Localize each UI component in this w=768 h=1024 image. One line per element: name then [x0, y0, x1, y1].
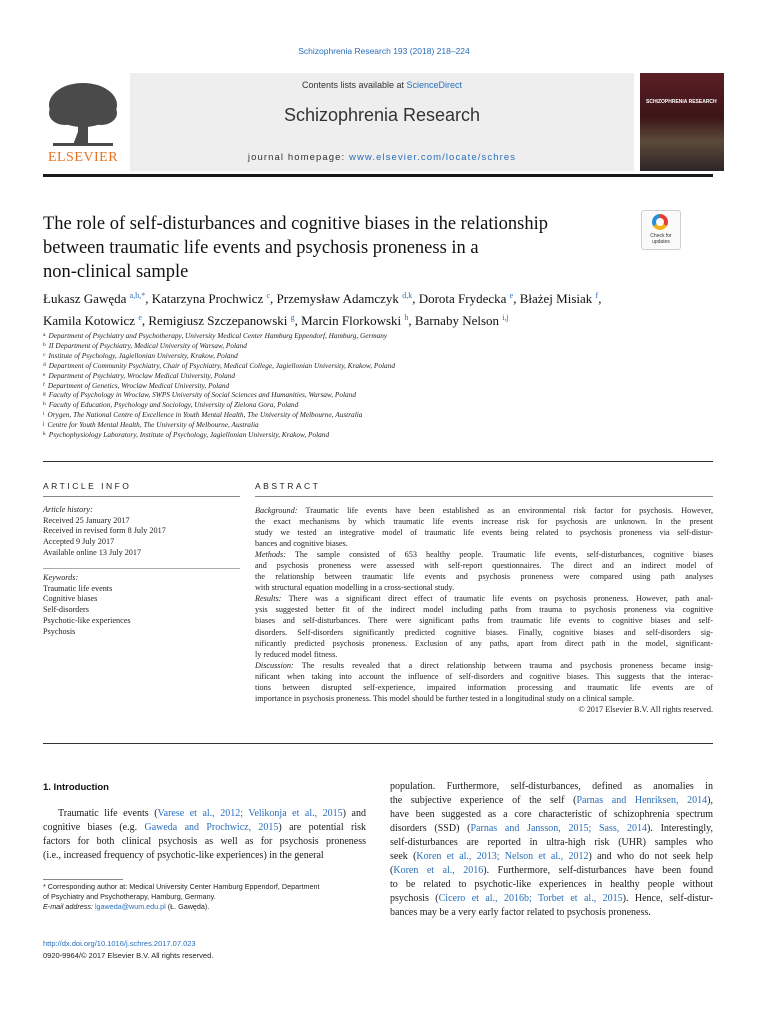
abstract-line	[255, 682, 713, 693]
affiliation-text: Institute of Psychology, Jagiellonian University, Krakow, Poland	[48, 350, 238, 360]
affiliation-key: j	[43, 421, 45, 428]
affiliation-text: Centre for Youth Mental Health, The University of Melbourne, Australia	[47, 420, 259, 430]
abstract-line	[255, 693, 713, 704]
email-suffix: (Ł. Gawęda).	[165, 902, 210, 912]
author[interactable]	[277, 291, 413, 306]
body-text: ) are potential risk	[278, 822, 366, 833]
body-text-line	[390, 906, 713, 920]
affiliation-text: Department of Psychiatry and Psychotherapy, University Medical Center Hamburg Eppendorf, Hamburg, Germany	[48, 331, 388, 340]
affiliation-text: Department of Genetics, Wroclaw Medical University, Poland	[47, 380, 230, 390]
author-affiliation-marker[interactable]: i,j	[502, 313, 509, 322]
homepage-prefix: journal homepage:	[247, 152, 350, 163]
article-info-heading: ARTICLE INFO	[43, 481, 132, 491]
author[interactable]	[43, 313, 142, 328]
author-affiliation-marker[interactable]: d,k	[402, 291, 413, 300]
author-affiliation-marker[interactable]: f	[595, 291, 599, 300]
check-for-updates-button[interactable]	[641, 210, 681, 250]
affiliations	[43, 331, 723, 440]
citation-link[interactable]: Koren et al., 2016	[393, 865, 484, 876]
citation-link[interactable]: Parnas and Henriksen, 2014	[576, 795, 708, 806]
email-label: E-mail address:	[43, 902, 95, 912]
body-text: factors for both clinical psychosis as well as for psychosis proneness	[43, 836, 366, 847]
footnote-line: * Corresponding author at: Medical University Center Hamburg Eppendorf, Department	[43, 882, 320, 891]
author-name[interactable]: Marcin Florkowski	[301, 313, 402, 328]
journal-title: Schizophrenia Research	[283, 105, 481, 125]
footnote-email-line	[43, 902, 366, 912]
author-affiliation-marker[interactable]: e	[138, 313, 142, 322]
body-text: disorders (SSD) (	[390, 823, 471, 834]
abstract-section-label: Discussion:	[255, 660, 294, 670]
affiliation-text: Psychophysiology Laboratory, Institute of Psychology, Jagiellonian University, Krakow, Poland	[48, 430, 330, 440]
history-item: Received 25 January 2017	[43, 515, 130, 525]
body-text-line	[43, 835, 366, 849]
abstract-line	[255, 615, 713, 626]
body-text: ). Hence, self-distur-	[622, 893, 713, 904]
corresponding-author-footnote	[43, 882, 366, 913]
abstract-text: There was a significant direct effect of traumatic life events on psychosis proneness. However, path anal-	[281, 594, 713, 604]
body-text: bances may be a very early factor related to psychosis proneness.	[390, 907, 651, 918]
body-text-line	[390, 836, 713, 850]
abstract-text: ly reduced model fitness.	[255, 649, 338, 659]
affiliation-text: Orygen, The National Centre of Excellence in Youth Mental Health, The University of Melbourne, Australia	[47, 410, 363, 420]
affiliation-key: i	[43, 411, 45, 418]
footnote-line: of Psychiatry and Psychotherapy, Hamburg, Germany.	[43, 892, 216, 902]
affiliation-item	[43, 371, 723, 381]
abstract-text: bances and cognitive biases.	[255, 539, 348, 549]
header-divider	[43, 174, 713, 177]
body-text: ) and who do not seek help	[588, 851, 713, 862]
sciencedirect-link[interactable]: ScienceDirect	[406, 80, 463, 90]
abstract-section-label: Methods:	[255, 550, 286, 560]
affiliation-item	[43, 430, 723, 440]
affiliation-key: g	[43, 391, 46, 398]
body-text-line	[43, 849, 366, 863]
keyword-item: Psychosis	[43, 626, 76, 636]
abstract-line	[255, 604, 713, 615]
history-item: Received in revised form 8 July 2017	[43, 526, 166, 536]
affiliation-key: h	[43, 401, 46, 408]
body-text: ),	[707, 795, 714, 806]
journal-cover-image	[640, 73, 724, 171]
abstract-text: and psychosis proneness were assessed with self-report questionnaires. The direct and an indirect model of	[255, 561, 713, 571]
affiliation-text: Department of Community Psychiatry, Chair of Psychiatry, Medical College, Jagiellonian University, Krakow, Poland	[48, 360, 395, 370]
affiliation-item	[43, 331, 723, 341]
badge-line: Check for	[650, 233, 672, 239]
abstract-text: the exact mechanisms by which traumatic life events increase risk for psychosis are unknown. In the present	[255, 517, 713, 527]
author-list: Łukasz Gawęda $^{a,b,*}$, Katarzyna Prochwicz $^c$, Przemysław Adamczyk $^{d,k}$, Dorota Frydecka $^e$, Błażej Misiak $^f$, Kamila Kotowicz $^e$, Remigiusz Szczepanowski $^g$, Marcin Florkowski $^h$, Barnaby Nelson $^{i,j}$	[43, 291, 602, 328]
citation-link[interactable]: Cicero et al., 2016b; Torbet et al., 2015	[438, 893, 623, 904]
body-text: (i.e., increased frequency of psychotic-like experiences) in the general	[43, 850, 324, 861]
article-title	[43, 212, 623, 284]
body-text: psychosis (	[390, 893, 439, 904]
section-divider	[43, 461, 713, 462]
affiliation-text: Faculty of Education, Psychology and Sociology, University of Zielona Gora, Poland	[48, 400, 299, 410]
body-text: self-disturbances are reported in ultra-high risk (UHR) samples who	[390, 837, 713, 848]
affiliation-key: b	[43, 341, 46, 348]
affiliation-item	[43, 341, 723, 351]
abstract-line	[255, 527, 713, 538]
keywords	[43, 573, 240, 637]
body-text: population. Furthermore, self-disturbances, defined as anomalies in	[390, 781, 713, 792]
abstract-section-label: Results:	[255, 594, 282, 604]
body-text: have been suggested as a core characteristic of schizophrenia spectrum	[390, 809, 713, 820]
body-text: to be related to psychotic-like experiences in healthy people without	[390, 879, 713, 890]
author[interactable]	[301, 313, 408, 328]
author-affiliation-marker[interactable]: h	[404, 313, 409, 322]
affiliation-key: d	[43, 361, 46, 368]
keywords-label: Keywords:	[43, 573, 79, 582]
abstract-line	[255, 560, 713, 571]
publisher-wordmark: ELSEVIER	[47, 150, 119, 165]
author-name[interactable]: Remigiusz Szczepanowski	[148, 313, 288, 328]
affiliation-item	[43, 410, 723, 420]
abstract-heading: ABSTRACT	[255, 481, 321, 491]
body-text-line	[43, 807, 366, 821]
check-for-updates-label	[642, 233, 680, 245]
abstract-text: © 2017 Elsevier B.V. All rights reserved.	[578, 704, 713, 714]
body-text-line	[390, 808, 713, 822]
author-email-link[interactable]: lgaweda@wum.edu.pl	[94, 902, 166, 912]
body-text-line	[390, 878, 713, 892]
author-affiliation-marker[interactable]: g	[290, 313, 295, 322]
affiliation-text: Faculty of Psychology in Wroclaw, SWPS University of Social Sciences and Humanities, Warsaw, Poland	[48, 390, 356, 400]
author[interactable]	[419, 291, 514, 306]
doi-link[interactable]: http://dx.doi.org/10.1016/j.schres.2017.07.023	[43, 939, 196, 948]
abstract-line	[255, 627, 713, 638]
section-divider	[43, 743, 713, 744]
body-text: seek (	[390, 851, 417, 862]
abstract-text: study we tested an integrative model of traumatic life events being related to psychosis proneness via self-distur-	[255, 528, 713, 538]
author-affiliation-marker[interactable]: e	[509, 291, 514, 300]
body-text-line	[43, 821, 366, 835]
introduction-heading: 1. Introduction	[43, 782, 109, 793]
history-item: Accepted 9 July 2017	[43, 537, 115, 547]
body-text-line	[390, 780, 713, 794]
author[interactable]	[415, 313, 509, 328]
contents-line	[130, 80, 634, 90]
affiliation-text: Department of Psychiatry, Wroclaw Medical University, Poland	[48, 370, 236, 380]
abstract-line	[255, 538, 713, 549]
abstract-line	[255, 582, 713, 593]
affiliation-item	[43, 400, 723, 410]
body-text-line	[390, 892, 713, 906]
author-name[interactable]: Katarzyna Prochwicz	[151, 291, 264, 306]
body-text: (	[390, 865, 394, 876]
author-name[interactable]: Dorota Frydecka	[418, 291, 507, 306]
abstract-line	[255, 593, 713, 604]
body-text-line	[390, 864, 713, 878]
author[interactable]	[148, 313, 294, 328]
citation-link[interactable]: Varese et al., 2012; Velikonja et al., 2015	[157, 808, 343, 819]
abstract-text: tions between disrupted self-experience, impaired information processing and traumatic life events are of	[255, 682, 713, 692]
affiliation-text: II Department of Psychiatry, Medical University of Warsaw, Poland	[48, 340, 247, 350]
citation-link[interactable]: Koren et al., 2013; Nelson et al., 2012	[416, 851, 589, 862]
abstract-text: nificant when taking into account the influence of self-disorders and cognitive biases. This suggests that the interac-	[255, 671, 713, 681]
abstract-line	[255, 571, 713, 582]
body-text: Traumatic life events (	[58, 808, 158, 819]
crossmark-icon	[652, 214, 668, 230]
author-affiliation-marker[interactable]: c	[266, 291, 271, 300]
abstract-line	[255, 660, 713, 671]
abstract-text: ysis suggested better fit of the indirect model including paths from trauma to psychosis proneness via cognitive	[255, 605, 713, 615]
abstract-text: disorders. Self-disorders significantly predicted cognitive biases. Finally, cognitive biases and self-disorders sig-	[255, 627, 713, 637]
abstract-line	[255, 638, 713, 649]
abstract-line	[255, 516, 713, 527]
citation-link[interactable]: Gaweda and Prochwicz, 2015	[144, 822, 279, 833]
abstract-rule	[255, 496, 713, 497]
contents-prefix: Contents lists available at	[301, 80, 407, 90]
body-text: ). Interestingly,	[647, 823, 713, 834]
body-text-line	[390, 794, 713, 808]
journal-homepage-line	[130, 152, 634, 163]
abstract-text: The results revealed that a direct relationship between trauma and psychosis proneness became insig-	[293, 660, 713, 670]
article-info-rule	[43, 496, 240, 497]
article-history	[43, 505, 240, 559]
abstract-line	[255, 505, 713, 516]
keyword-item: Traumatic life events	[43, 583, 113, 593]
body-text: ). Furthermore, self-disturbances have been found	[483, 865, 713, 876]
abstract-text: with structural equation modelling in a cross-sectional study.	[255, 583, 455, 593]
abstract-line	[255, 704, 713, 715]
affiliation-key: e	[43, 371, 46, 378]
author-name[interactable]: Barnaby Nelson	[414, 313, 500, 328]
affiliation-item	[43, 361, 723, 371]
journal-homepage-link[interactable]: www.elsevier.com/locate/schres	[349, 152, 517, 163]
journal-reference-link[interactable]: Schizophrenia Research 193 (2018) 218–224	[298, 46, 470, 56]
affiliation-item	[43, 381, 723, 391]
abstract-section-label: Background:	[255, 506, 298, 515]
footnote-rule	[43, 879, 123, 880]
abstract-line	[255, 671, 713, 682]
affiliation-key: c	[43, 351, 46, 358]
affiliation-key: k	[43, 431, 46, 438]
body-text-line	[390, 822, 713, 836]
abstract-text: biases and self-disturbances. There were significant paths from traumatic life events to cognitive biases and self-	[255, 616, 713, 626]
author[interactable]	[520, 291, 599, 306]
issn-copyright: 0920-9964/© 2017 Elsevier B.V. All rights reserved.	[43, 951, 214, 960]
article-history-label: Article history:	[43, 505, 93, 514]
abstract-line	[255, 549, 713, 560]
abstract-text: nificantly predicted psychosis proneness. Exclusion of any paths, apart from direct path in the model, significant-	[255, 638, 713, 648]
keyword-item: Psychotic-like experiences	[43, 615, 131, 625]
body-text: ) and	[342, 808, 366, 819]
affiliation-item	[43, 420, 723, 430]
cover-title: SCHIZOPHRENIA RESEARCH	[646, 99, 717, 105]
author[interactable]	[43, 291, 145, 306]
abstract-text: importance in psychosis proneness. This model should be further tested in a longitudinal study on a clinical sample.	[255, 693, 634, 703]
keywords-rule	[43, 568, 240, 569]
keyword-item: Self-disorders	[43, 605, 89, 615]
history-item: Available online 13 July 2017	[43, 547, 142, 557]
affiliation-item	[43, 390, 723, 400]
title-line: The role of self-disturbances and cognitive biases in the relationship	[43, 214, 549, 234]
affiliation-key: a	[43, 332, 46, 338]
title-line: non-clinical sample	[43, 262, 189, 282]
keyword-item: Cognitive biases	[43, 594, 98, 604]
abstract-line	[255, 649, 713, 660]
badge-line: updates	[652, 239, 670, 245]
abstract-text: the relationship between traumatic life events and psychosis proneness were compared using path analyses	[255, 572, 713, 582]
body-column-right	[390, 780, 713, 920]
abstract-text: The sample consisted of 653 healthy people. Traumatic life events, self-disturbances, cognitive biases	[285, 550, 713, 560]
abstract-body	[255, 505, 713, 715]
body-text: the subjective experience of the self (	[390, 795, 577, 806]
affiliation-key: f	[43, 381, 45, 388]
author-name[interactable]: Kamila Kotowicz	[43, 313, 136, 328]
author-name[interactable]: Łukasz Gawęda	[43, 291, 127, 306]
author-name[interactable]: Przemysław Adamczyk	[276, 291, 399, 306]
body-column-left	[43, 807, 366, 863]
author[interactable]	[152, 291, 270, 306]
title-line: between traumatic life events and psychosis proneness in a	[43, 238, 479, 258]
citation-link[interactable]: Parnas and Jansson, 2015; Sass, 2014	[470, 823, 648, 834]
author-affiliation-marker[interactable]: a,b,*	[129, 291, 146, 300]
body-text-line	[390, 850, 713, 864]
body-text: cognitive biases (e.g.	[43, 822, 145, 833]
author-name[interactable]: Błażej Misiak	[519, 291, 593, 306]
abstract-text: Traumatic life events have been established as an environmental risk factor for psychosis. However,	[297, 506, 713, 515]
affiliation-item	[43, 351, 723, 361]
